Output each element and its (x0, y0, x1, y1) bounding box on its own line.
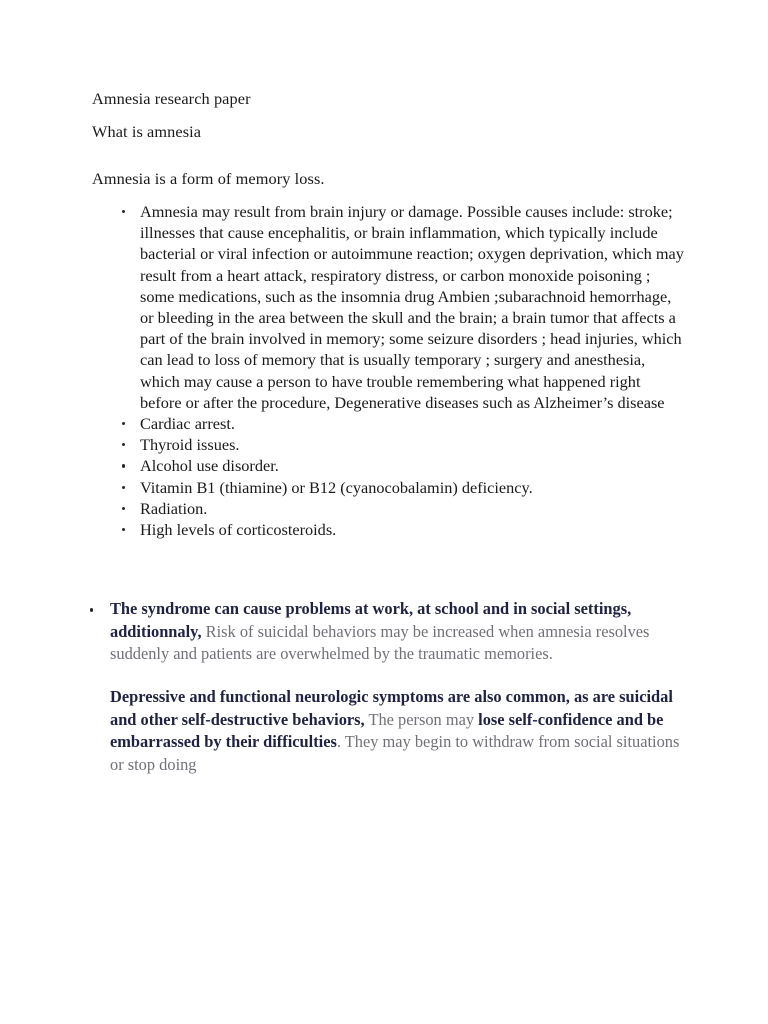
depressive-gray-tail: . They may begin to withdraw from social situations or stop doing (110, 732, 680, 774)
list-item (92, 455, 684, 476)
list-item-text: Vitamin B1 (thiamine) or B12 (cyanocobalamin) deficiency. (140, 477, 533, 497)
list-item (90, 598, 684, 666)
syndrome-list (92, 598, 684, 666)
document-body (92, 88, 684, 776)
list-item (92, 201, 684, 413)
document-subtitle: What is amnesia (92, 122, 202, 141)
list-item-text: Cardiac arrest. (140, 414, 235, 434)
depressive-gray-middle: The person may (364, 709, 479, 729)
document-title: Amnesia research paper (92, 89, 251, 108)
list-item (92, 498, 684, 519)
list-item-text: High levels of corticosteroids. (140, 520, 337, 540)
list-item-text: Amnesia may result from brain injury or damage. Possible causes include: stroke; illnesses that cause encephalitis, or brain inflammation, which typically include bacterial or viral infection or autoimmune reaction; oxygen deprivation, which may result from a heart attack, respiratory distress, or carbon monoxide poisoning ; some medications, such as the insomnia drug Ambien ;subarachnoid hemorrhage, or bleeding in the area between the skull and the brain; a brain tumor that affects a part of the brain involved in memory; some seizure disorders ; head injuries, which can lead to loss of memory that is usually temporary ; surgery and anesthesia, which may cause a person to have trouble remembering what happened right before or after the procedure, Degenerative diseases such as Alzheimer’s disease (140, 202, 684, 412)
list-item-text: Thyroid issues. (140, 435, 240, 455)
list-item-text: Alcohol use disorder. (140, 456, 279, 476)
causes-list (92, 201, 684, 540)
list-item-text: Radiation. (140, 498, 208, 518)
list-item (92, 519, 684, 540)
list-item (92, 434, 684, 455)
list-item (92, 477, 684, 498)
depressive-paragraph (110, 686, 684, 776)
syndrome-bold-lead: The syndrome can cause problems at work, at school and in social settings, additionnaly, (110, 599, 632, 641)
syndrome-gray-rest: Risk of suicidal behaviors may be increased when amnesia resolves suddenly and patients are overwhelmed by the traumatic memories. (110, 621, 650, 664)
depressive-bold-second: lose self-confidence and be embarrassed by their difficulties (110, 709, 664, 752)
list-item (92, 413, 684, 434)
depressive-bold-first: Depressive and functional neurologic symptoms are also common, as are suicidal and other self-destructive behaviors, (110, 687, 673, 729)
intro-paragraph: Amnesia is a form of memory loss. (92, 169, 325, 188)
